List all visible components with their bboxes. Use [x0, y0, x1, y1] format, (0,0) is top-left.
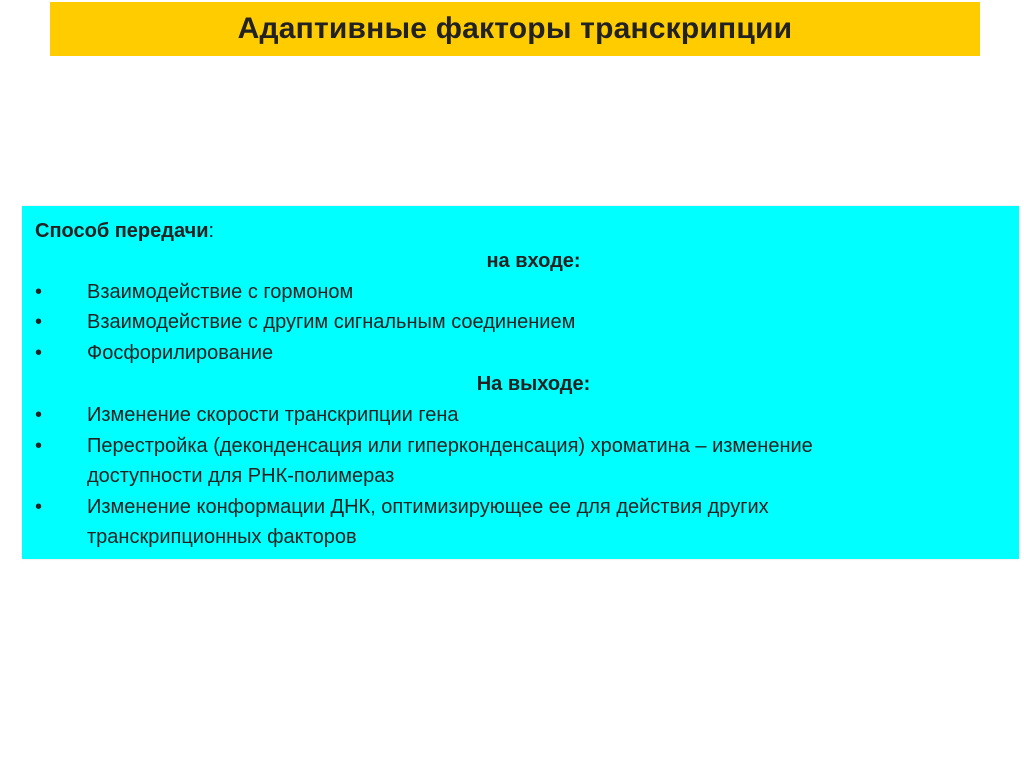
bullet-icon: •	[35, 311, 43, 333]
section-heading-text: Способ передачи	[35, 220, 209, 242]
list-item: Изменение скорости транскрипции гена	[87, 404, 459, 426]
section-heading-colon: :	[208, 220, 215, 242]
input-subheading: на входе:	[486, 250, 581, 272]
list-item-continuation: доступности для РНК-полимераз	[87, 465, 395, 487]
title-bar	[50, 2, 980, 56]
content-box	[22, 206, 1019, 559]
slide-title: Адаптивные факторы транскрипции	[237, 12, 793, 45]
bullet-icon: •	[35, 342, 43, 364]
output-subheading: На выходе:	[476, 373, 591, 395]
list-item: Взаимодействие с другим сигнальным соединением	[87, 311, 576, 333]
bullet-icon: •	[35, 404, 43, 426]
section-heading	[35, 216, 214, 246]
bullet-icon: •	[35, 281, 43, 303]
list-item: Взаимодействие с гормоном	[87, 281, 354, 303]
bullet-icon: •	[35, 496, 43, 518]
bullet-icon: •	[35, 435, 43, 457]
list-item: Изменение конформации ДНК, оптимизирующее ее для действия других	[87, 496, 769, 518]
list-item-continuation: транскрипционных факторов	[87, 526, 357, 548]
list-item: Перестройка (деконденсация или гиперконденсация) хроматина – изменение	[87, 435, 813, 457]
list-item: Фосфорилирование	[87, 342, 274, 364]
